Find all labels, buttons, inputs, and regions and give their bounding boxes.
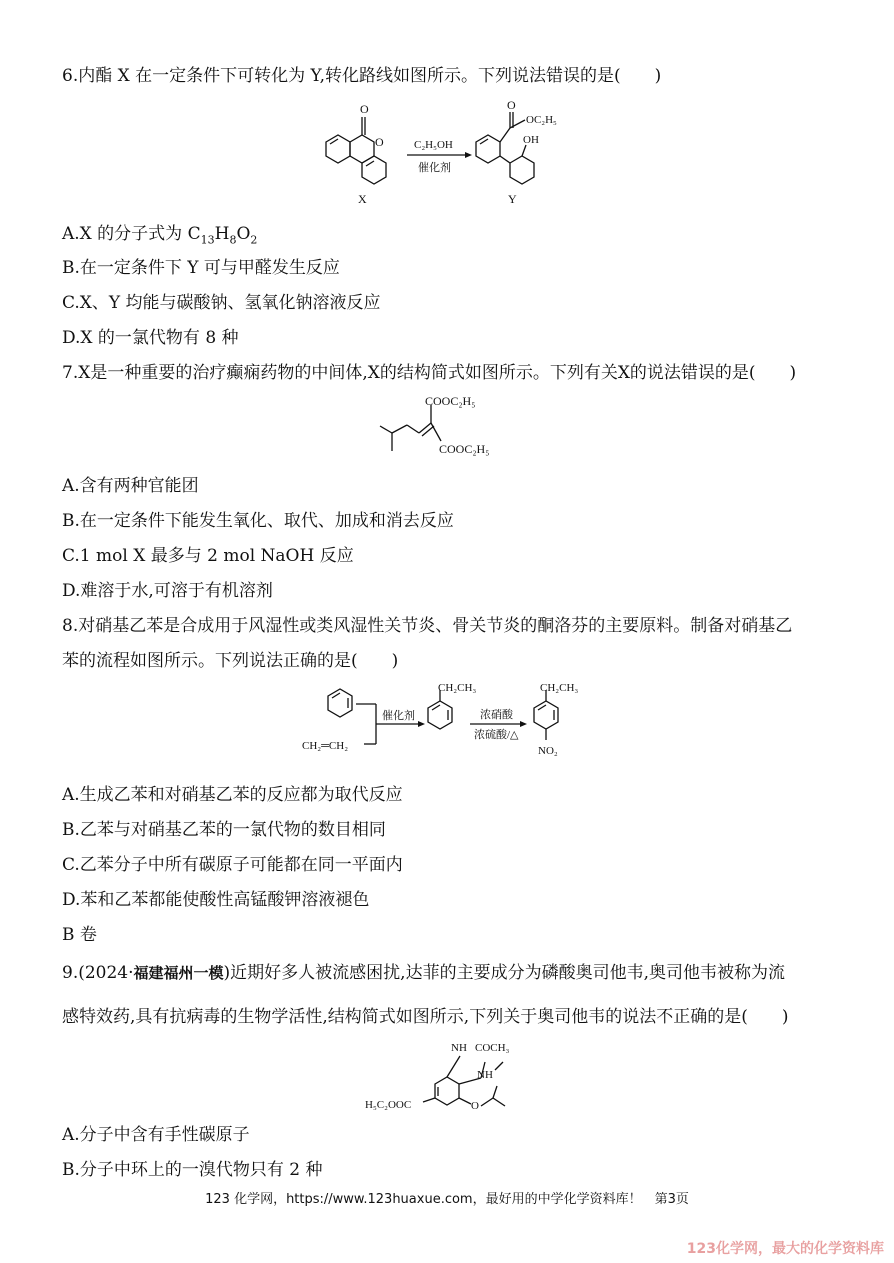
section-b-heading: B 卷 — [62, 925, 97, 945]
q8-stem-line2: 苯的流程如图所示。下列说法正确的是( ) — [62, 651, 399, 671]
q7-group-bottom: COOC₂H₅ — [439, 442, 490, 456]
ethyl-group-1: CH₂CH₃ — [438, 682, 477, 694]
q8-option-a[interactable]: A.生成乙苯和对硝基乙苯的反应都为取代反应 — [62, 785, 403, 805]
reagent-top: 浓硝酸 — [480, 709, 513, 721]
q6-option-a[interactable]: A.X 的分子式为 $C_{13}H_8O_2$ — [62, 224, 258, 247]
site-watermark: 123化学网，最大的化学资料库 — [686, 1241, 884, 1257]
q9-option-b[interactable]: B.分子中环上的一溴代物只有 2 种 — [62, 1160, 323, 1180]
q9-source: 福建福州一模 — [133, 964, 224, 982]
q8-catalyst: 催化剂 — [382, 710, 415, 722]
page-footer: 123 化学网，https://www.123huaxue.com，最好用的中学化学资料库！ 第3页 — [205, 1192, 689, 1207]
q8-option-d[interactable]: D.苯和乙苯都能使酸性高锰酸钾溶液褪色 — [62, 890, 370, 910]
x-label: X — [358, 192, 367, 206]
y-ester-group: OC₂H₅ — [526, 114, 557, 126]
q9-ester: H₅C₂OOC — [365, 1099, 412, 1111]
q7-group-top: COOC₂H₅ — [425, 394, 476, 408]
q9-stem-line2: 感特效药,具有抗病毒的生物学活性,结构简式如图所示,下列关于奥司他韦的说法不正确的是( ) — [62, 1007, 789, 1027]
q6-stem: 6.内酯 X 在一定条件下可转化为 Y,转化路线如图所示。下列说法错误的是( ) — [62, 66, 662, 86]
q7-option-d[interactable]: D.难溶于水,可溶于有机溶剂 — [62, 581, 273, 601]
q9-stem-line1: 9.(2024·福建福州一模)近期好多人被流感困扰,达菲的主要成分为磷酸奥司他韦,奥司他韦被称为流 — [62, 963, 785, 983]
ethylene-label: CH₂═CH₂ — [302, 740, 349, 752]
q7-stem: 7.X是一种重要的治疗癫痫药物的中间体,X的结构简式如图所示。下列有关X的说法错误的是( ) — [62, 363, 797, 383]
q9-acyl: COCH₃ — [475, 1042, 510, 1054]
q9-ether-o: O — [471, 1100, 479, 1112]
y-label: Y — [508, 192, 517, 206]
x-carbonyl-o: O — [360, 102, 369, 116]
q8-option-c[interactable]: C.乙苯分子中所有碳原子可能都在同一平面内 — [62, 855, 403, 875]
ethyl-group-2: CH₂CH₃ — [540, 682, 579, 694]
reagent-bottom: 浓硫酸/△ — [474, 729, 519, 741]
q8-stem-line1: 8.对硝基乙苯是合成用于风湿性或类风湿性关节炎、骨关节炎的酮洛芬的主要原料。制备对硝基乙 — [62, 616, 793, 636]
nitro-group: NO₂ — [538, 745, 558, 757]
q6-option-d[interactable]: D.X 的一氯代物有 8 种 — [62, 328, 239, 348]
q7-option-b[interactable]: B.在一定条件下能发生氧化、取代、加成和消去反应 — [62, 511, 454, 531]
q9-nh-top: NH — [451, 1042, 467, 1054]
x-structure — [326, 117, 386, 184]
q9-nh-second: NH — [477, 1069, 493, 1081]
q9-structure-diagram — [365, 1036, 545, 1118]
q8-option-b[interactable]: B.乙苯与对硝基乙苯的一氯代物的数目相同 — [62, 820, 386, 840]
q7-option-a[interactable]: A.含有两种官能团 — [62, 476, 199, 496]
y-hydroxyl: OH — [523, 134, 539, 146]
q6-reagent: C₂H₅OH — [414, 139, 453, 151]
x-ring-o: O — [375, 135, 384, 149]
q8-flow-diagram — [298, 682, 598, 774]
q7-structure-diagram — [375, 393, 535, 465]
q6-option-c[interactable]: C.X、Y 均能与碳酸钠、氢氧化钠溶液反应 — [62, 293, 381, 313]
q6-reaction-diagram — [310, 95, 600, 210]
q9-option-a[interactable]: A.分子中含有手性碳原子 — [62, 1125, 250, 1145]
y-carbonyl-o: O — [507, 98, 516, 112]
q6-option-b[interactable]: B.在一定条件下 Y 可与甲醛发生反应 — [62, 258, 340, 278]
q6-catalyst: 催化剂 — [418, 162, 451, 174]
q7-option-c[interactable]: C.1 mol X 最多与 2 mol NaOH 反应 — [62, 546, 354, 566]
